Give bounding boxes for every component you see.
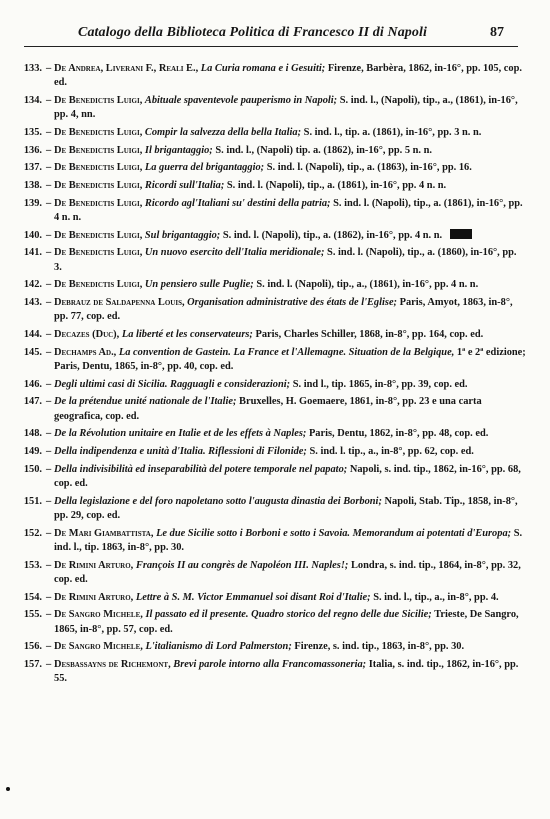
catalog-entry [0, 463, 526, 492]
entry-title: Lettre à S. M. Victor Emmanuel soi disant Roi d'Italie; [135, 591, 371, 603]
entry-imprint: Bruxelles, H. Goemaere, 1861, in-8°, pp. 23 e una carta geografica, cop. ed. [54, 396, 482, 422]
entry-dash: – [46, 396, 52, 408]
entry-number: 157. [23, 659, 42, 671]
entry-imprint: S. ind. l. (Napoli), tip., a. (1861), in-16°, pp. 4 n. n. [226, 180, 447, 192]
entry-imprint: Italia, s. ind. tip., 1862, in-16°, pp. 55. [54, 659, 519, 685]
entry-author: De Benedictis Luigi, [54, 247, 143, 259]
entry-dash: – [46, 591, 52, 603]
entry-number: 133. [23, 63, 42, 74]
entry-imprint: S. ind. l. (Napoli), tip., a. (1862), in-16°, pp. 4 n. n. [222, 229, 443, 241]
entry-title: Della indipendenza e unità d'Italia. Riflessioni di Filonide; [54, 446, 307, 458]
entry-title: Un pensiero sulle Puglie; [144, 279, 254, 291]
catalog-entry [0, 559, 526, 588]
entry-dash: – [46, 527, 52, 539]
entry-imprint: Paris, Amyot, 1863, in-8°, pp. 77, cop. ed. [54, 297, 513, 323]
entry-number: 148. [23, 428, 42, 440]
catalog-entry [0, 126, 526, 140]
entry-dash: – [46, 180, 52, 192]
entry-imprint: S. ind. l., (Napoli) tip. a. (1862), in-16°, pp. 5 n. n. [215, 144, 432, 156]
catalog-entry [0, 229, 526, 243]
entry-number: 134. [23, 94, 42, 106]
entry-number: 152. [23, 527, 42, 539]
catalog-entry [0, 395, 526, 424]
entry-number: 150. [23, 463, 42, 475]
entry-title: Degli ultimi casi di Sicilia. Ragguagli e considerazioni; [54, 378, 291, 390]
entry-dash: – [46, 428, 52, 440]
entry-imprint: Paris, Charles Schiller, 1868, in-8°, pp. 164, cop. ed. [255, 329, 484, 341]
entry-title: Il passato ed il presente. Quadro storico del regno delle due Sicilie; [145, 609, 432, 621]
entry-imprint: S. ind. l. (Napoli), tip., a. (1861), in-16°, pp. 4 n. n. [54, 197, 523, 224]
entry-number: 141. [23, 247, 42, 259]
catalog-entry [0, 495, 526, 524]
entry-dash: – [46, 378, 52, 390]
entry-dash: – [46, 247, 52, 259]
entry-imprint: Napoli, Stab. Tip., 1858, in-8°, pp. 29, cop. ed. [54, 495, 518, 522]
entry-imprint: Paris, Dentu, 1862, in-8°, pp. 48, cop. ed. [308, 428, 489, 440]
entry-number: 156. [23, 641, 42, 653]
entry-number: 138. [23, 180, 42, 192]
entry-number: 135. [23, 126, 42, 138]
catalog-entry [0, 296, 526, 325]
page-number: 87 [490, 25, 504, 40]
entry-author: De Benedictis Luigi, [54, 197, 143, 209]
entry-number: 155. [23, 609, 42, 621]
catalog-entry [0, 608, 526, 637]
entry-imprint: Firenze, Barbèra, 1862, in-16°, pp. 105, cop. ed. [54, 63, 522, 89]
entry-dash: – [46, 346, 52, 358]
entry-number: 145. [23, 346, 42, 358]
entry-imprint: S. ind. l., tip. a. (1861), in-16°, pp. 3 n. n. [303, 126, 482, 138]
entry-dash: – [46, 197, 52, 209]
entry-dash: – [46, 229, 52, 241]
entry-author: De Benedictis Luigi, [54, 162, 143, 174]
entry-imprint: Napoli, s. ind. tip., 1862, in-16°, pp. 68, cop. ed. [54, 463, 521, 490]
entry-title: Un nuovo esercito dell'Italia meridionale; [144, 247, 325, 259]
entry-imprint: S. ind l., tip. 1865, in-8°, pp. 39, cop. ed. [292, 378, 468, 390]
catalog-entry [0, 62, 526, 91]
entry-title: Organisation administrative des états de l'Eglise; [187, 297, 398, 309]
catalog-entry [0, 378, 526, 392]
redaction-block [450, 229, 472, 239]
entry-imprint: S. ind. l., tip. 1863, in-8°, pp. 30. [54, 527, 523, 554]
catalog-entries [0, 62, 550, 690]
catalog-entry [0, 197, 526, 226]
entry-title: Brevi parole intorno alla Francomassoneria; [173, 659, 367, 671]
catalog-entry [0, 246, 526, 275]
entry-author: De Benedictis Luigi, [54, 180, 143, 192]
entry-number: 151. [23, 495, 42, 507]
entry-author: De Rimini Arturo, [54, 591, 134, 603]
entry-imprint: Firenze, s. ind. tip., 1863, in-8°, pp. 30. [294, 641, 465, 653]
entry-imprint: S. ind. l. (Napoli), tip., a. (1863), in-16°, pp. 16. [266, 162, 472, 174]
entry-author: Desbassayns de Richemont, [54, 659, 171, 671]
entry-number: 147. [23, 396, 42, 408]
catalog-entry [0, 278, 526, 292]
entry-number: 143. [23, 297, 42, 309]
entry-number: 137. [23, 162, 42, 174]
entry-author: De Benedictis Luigi, [54, 229, 143, 241]
catalog-entry [0, 144, 526, 158]
entry-dash: – [46, 94, 52, 106]
entry-title: De la prétendue unité nationale de l'Italie; [54, 396, 237, 408]
entry-title: Il brigantaggio; [144, 144, 213, 156]
catalog-entry [0, 640, 526, 654]
entry-title: La liberté et les conservateurs; [121, 329, 253, 341]
entry-imprint: S. ind. l. (Napoli), tip., a., (1861), in-16°, pp. 4 n. n. [256, 279, 479, 291]
entry-dash: – [46, 559, 52, 571]
entry-number: 142. [23, 279, 42, 291]
entry-author: Decazes (Duc), [54, 329, 120, 341]
entry-author: De Benedictis Luigi, [54, 94, 143, 106]
entry-number: 154. [23, 591, 42, 603]
entry-dash: – [46, 329, 52, 341]
entry-title: L'italianismo di Lord Palmerston; [145, 641, 292, 653]
entry-imprint: S. ind. l. (Napoli), tip., a. (1860), in-16°, pp. 3. [54, 247, 517, 273]
entry-dash: – [46, 659, 52, 671]
catalog-entry [0, 161, 526, 175]
catalog-entry [0, 527, 526, 556]
page-header [0, 25, 550, 45]
entry-author: De Benedictis Luigi, [54, 279, 143, 291]
entry-title: La guerra del brigantaggio; [144, 162, 265, 174]
entry-title: De la Révolution unitaire en Italie et de les effets à Naples; [54, 428, 307, 440]
catalog-entry [0, 591, 526, 605]
entry-author: Dechamps Ad., [54, 346, 117, 358]
entry-number: 144. [23, 329, 42, 341]
entry-number: 139. [23, 197, 42, 209]
entry-title: Compir la salvezza della bella Italia; [144, 126, 302, 138]
catalog-entry [0, 427, 526, 441]
catalog-entry [0, 658, 526, 687]
entry-dash: – [46, 446, 52, 458]
entry-number: 149. [23, 446, 42, 458]
entry-title: Della legislazione e del foro napoletano sotto l'augusta dinastia dei Borboni; [54, 495, 382, 507]
entry-imprint: S. ind. l. tip., a., in-8°, pp. 62, cop. ed. [309, 446, 474, 458]
entry-imprint: Londra, s. ind. tip., 1864, in-8°, pp. 32, cop. ed. [54, 559, 521, 586]
entry-title: Sul brigantaggio; [144, 229, 221, 241]
entry-author: De Sangro Michele, [54, 641, 143, 653]
entry-author: De Mari Giambattista, [54, 527, 154, 539]
entry-title: La convention de Gastein. La France et l'Allemagne. Situation de la Belgique, [118, 346, 455, 358]
entry-number: 136. [23, 144, 42, 156]
catalog-entry [0, 346, 526, 375]
entry-title: Ricordi sull'Italia; [144, 180, 225, 192]
entry-dash: – [46, 495, 52, 507]
entry-dash: – [46, 609, 52, 621]
entry-title: Le due Sicilie sotto i Borboni e sotto i Savoia. Memorandum ai potentati d'Europa; [156, 527, 512, 539]
entry-author: Debrauz de Saldapenna Louis, [54, 297, 185, 309]
catalog-entry [0, 445, 526, 459]
entry-dash: – [46, 463, 52, 475]
entry-title: Della indivisibilità ed inseparabilità del potere temporale nel papato; [54, 463, 348, 475]
entry-title: La Curia romana e i Gesuiti; [200, 63, 326, 74]
entry-dash: – [46, 162, 52, 174]
entry-title: Abituale spaventevole pauperismo in Napoli; [144, 94, 338, 106]
entry-title: François II au congrès de Napoléon III. Naples!; [135, 559, 349, 571]
entry-dash: – [46, 144, 52, 156]
entry-imprint: 1ª e 2ª edizione; Paris, Dentu, 1865, in-8°, pp. 40, cop. ed. [54, 346, 526, 373]
entry-dash: – [46, 126, 52, 138]
entry-imprint: S. ind. l., (Napoli), tip., a., (1861), in-16°, pp. 4, nn. [54, 94, 518, 121]
entry-number: 146. [23, 378, 42, 390]
catalog-entry [0, 179, 526, 193]
entry-author: De Andrea, Liverani F., Reali E., [54, 63, 199, 74]
entry-number: 140. [23, 229, 42, 241]
entry-imprint: S. ind. l., tip., a., in-8°, pp. 4. [373, 591, 499, 603]
entry-author: De Benedictis Luigi, [54, 144, 143, 156]
entry-author: De Benedictis Luigi, [54, 126, 143, 138]
entry-author: De Sangro Michele, [54, 609, 143, 621]
header-rule [24, 46, 518, 47]
entry-dash: – [46, 279, 52, 291]
entry-author: De Rimini Arturo, [54, 559, 134, 571]
entry-title: Ricordo agl'Italiani su' destini della patria; [144, 197, 331, 209]
running-title: Catalogo della Biblioteca Politica di Francesco II di Napoli [78, 25, 427, 40]
catalog-entry [0, 328, 526, 342]
entry-number: 153. [23, 559, 42, 571]
catalog-entry [0, 94, 526, 123]
entry-imprint: Trieste, De Sangro, 1865, in-8°, pp. 57, cop. ed. [54, 609, 519, 635]
entry-dash: – [46, 297, 52, 309]
entry-dash: – [46, 641, 52, 653]
entry-dash: – [46, 63, 52, 74]
margin-dot [6, 787, 10, 791]
